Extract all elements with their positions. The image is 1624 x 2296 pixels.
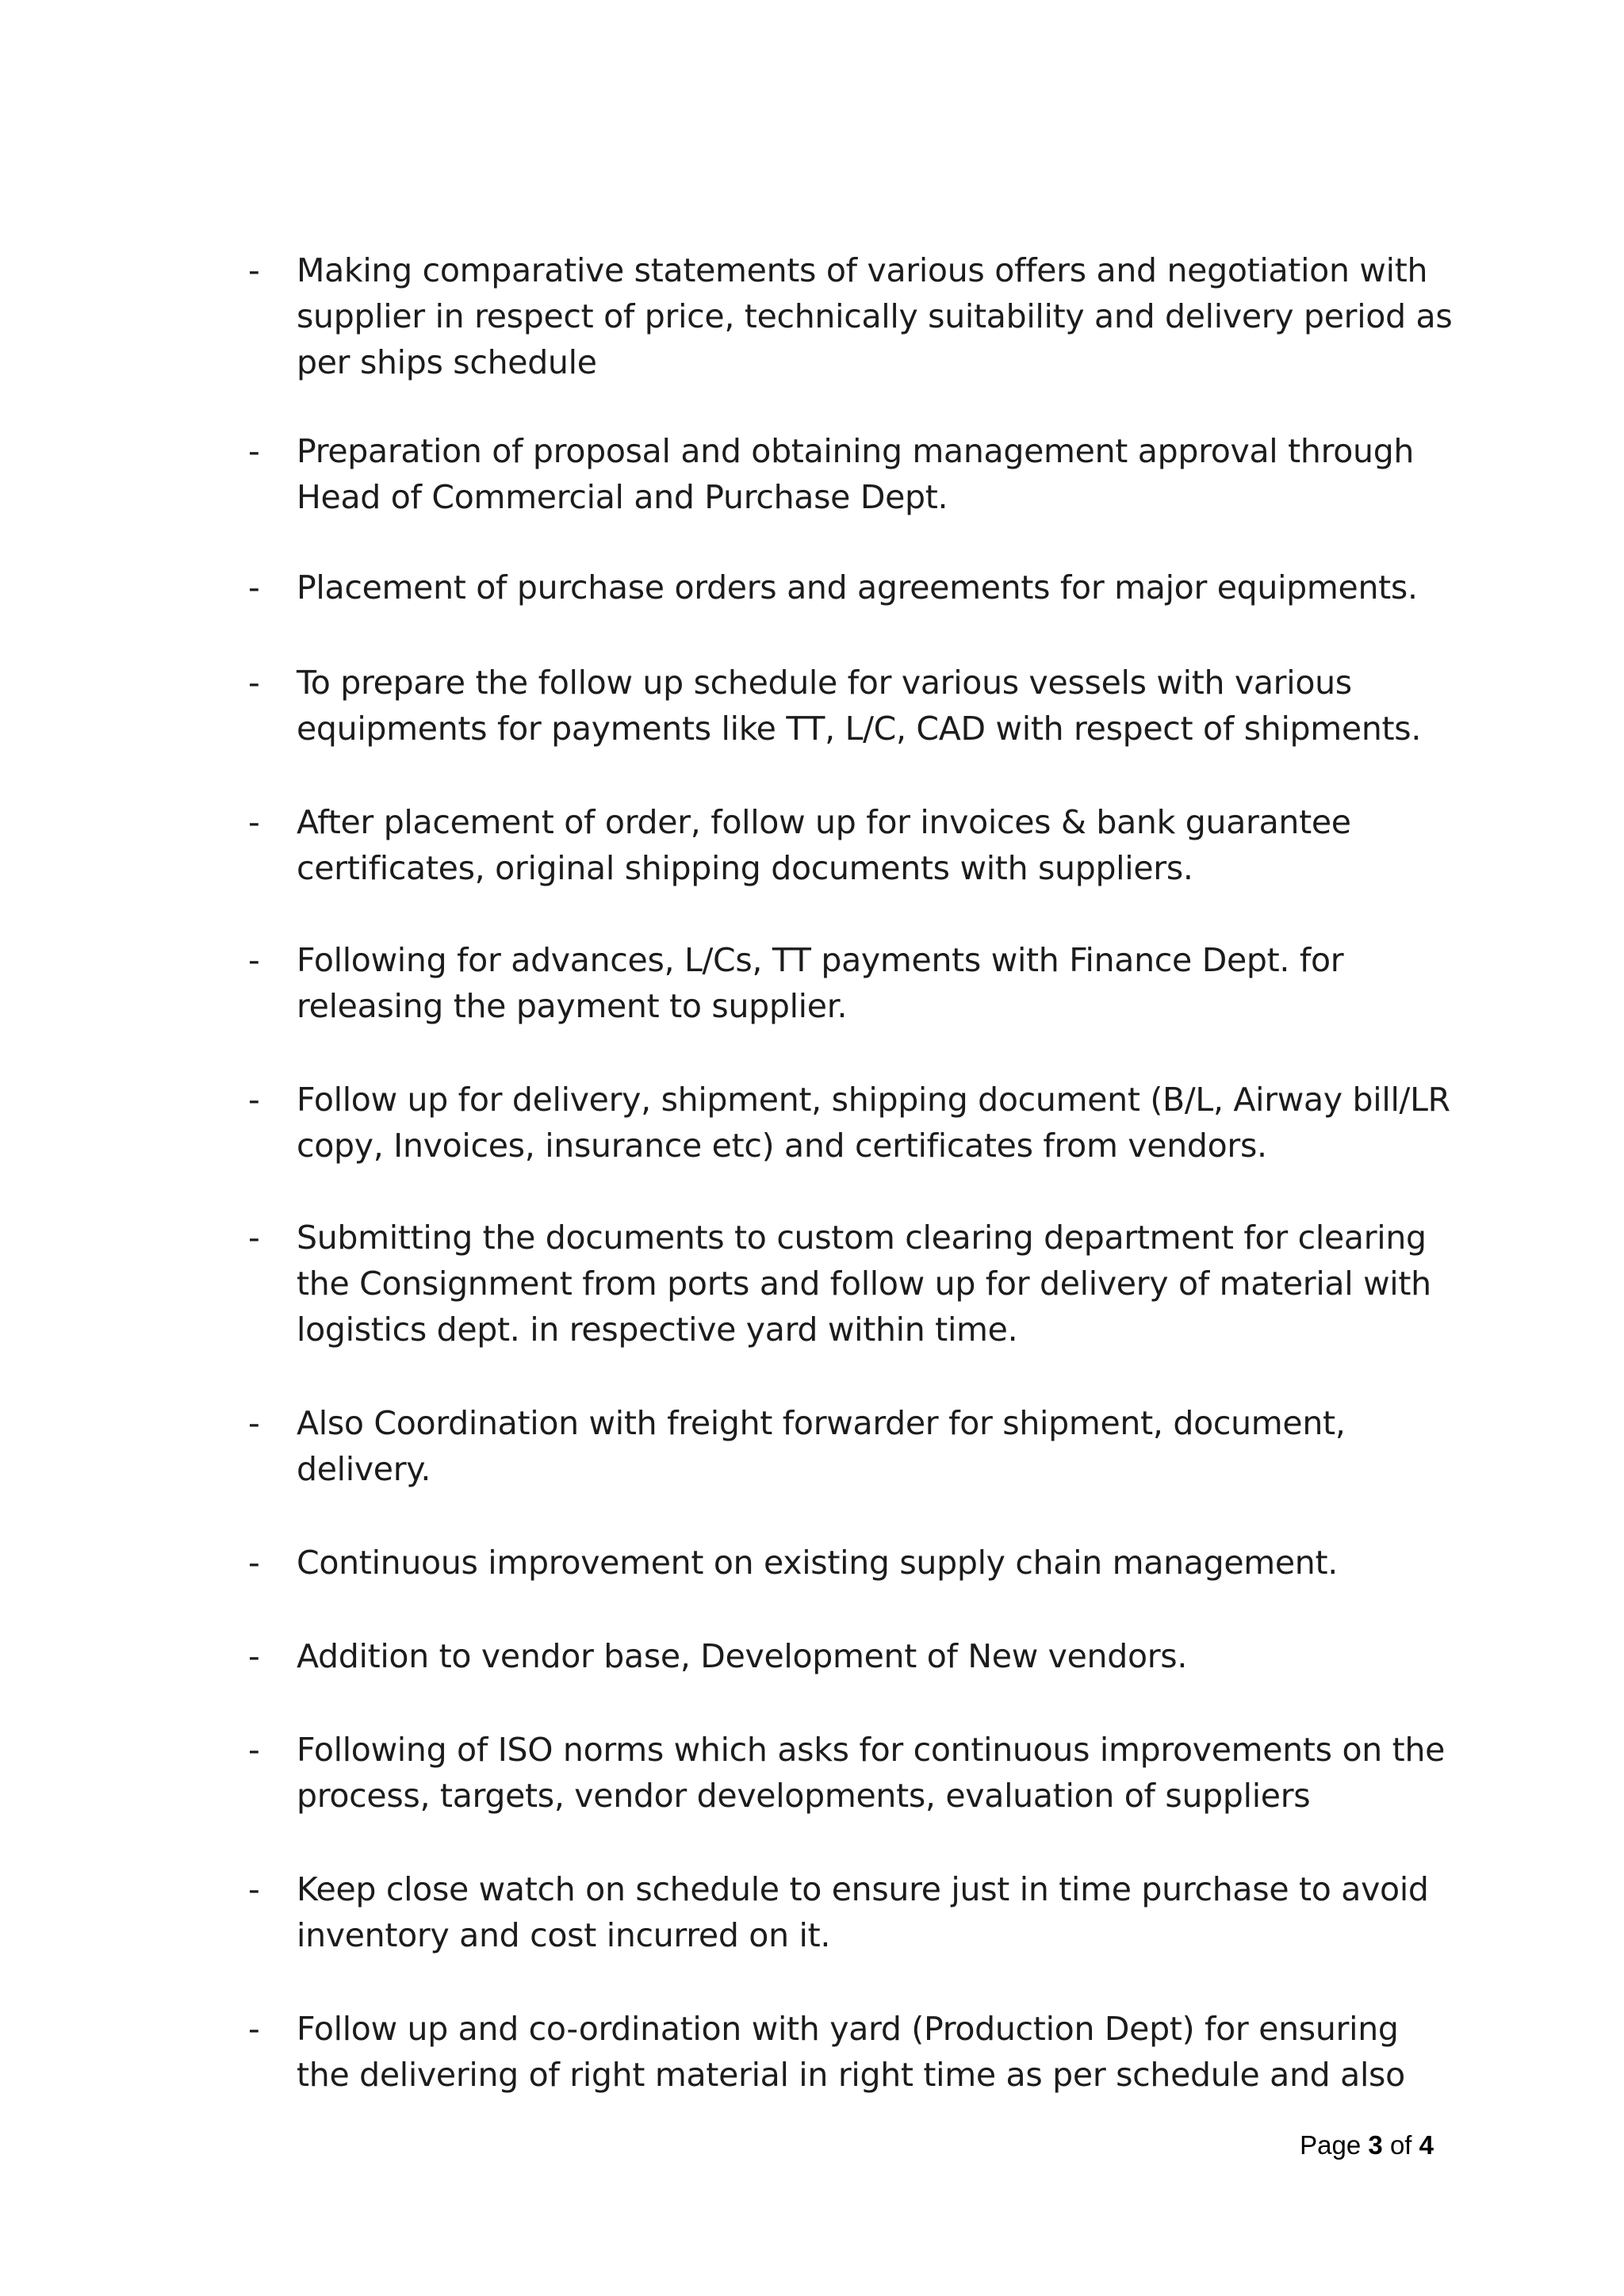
bullet-marker: -: [248, 1404, 260, 1442]
bullet-marker: -: [248, 432, 260, 470]
bullet-marker: -: [248, 803, 260, 841]
bullet-marker: -: [248, 664, 260, 702]
bullet-marker: -: [248, 1544, 260, 1582]
bullet-marker: -: [248, 941, 260, 979]
bullet-marker: -: [248, 1870, 260, 1908]
list-item-text: Continuous improvement on existing supply chain management.: [297, 1544, 1338, 1582]
bullet-marker: -: [248, 1637, 260, 1675]
list-item-text: Keep close watch on schedule to ensure just in time purchase to avoid inventory and cost incurred on it.: [297, 1870, 1429, 1954]
list-item-text: Making comparative statements of various offers and negotiation with supplier in respect of price, technically suitability and delivery period as per ships schedule: [297, 251, 1453, 381]
page-separator: of: [1382, 2130, 1419, 2160]
bullet-marker: -: [248, 1081, 260, 1119]
bullet-marker: -: [248, 1219, 260, 1257]
bullet-marker: -: [248, 251, 260, 289]
list-item-text: Preparation of proposal and obtaining management approval through Head of Commercial and Purchase Dept.: [297, 432, 1415, 516]
list-item-text: Addition to vendor base, Development of New vendors.: [297, 1637, 1188, 1675]
list-item-text: Follow up and co-ordination with yard (Production Dept) for ensuring the delivering of right material in right time as per schedule and also: [297, 2010, 1405, 2094]
list-item-text: Also Coordination with freight forwarder for shipment, document, delivery.: [297, 1404, 1346, 1488]
page-label: Page: [1300, 2130, 1369, 2160]
page-number: [1300, 2130, 1434, 2161]
bullet-marker: -: [248, 568, 260, 607]
list-item-text: Following for advances, L/Cs, TT payments with Finance Dept. for releasing the payment to supplier.: [297, 941, 1344, 1025]
bullet-marker: -: [248, 1731, 260, 1769]
total-pages-number: 4: [1419, 2130, 1434, 2160]
list-item-text: Placement of purchase orders and agreements for major equipments.: [297, 568, 1418, 607]
list-item-text: Following of ISO norms which asks for continuous improvements on the process, targets, vendor developments, evaluation of suppliers: [297, 1731, 1446, 1815]
current-page-number: 3: [1368, 2130, 1383, 2160]
list-item-text: Submitting the documents to custom clearing department for clearing the Consignment from ports and follow up for delivery of material with logistics dept. in respective yard within time.: [297, 1219, 1431, 1349]
list-item-text: Follow up for delivery, shipment, shipping document (B/L, Airway bill/LR copy, Invoices, insurance etc) and certificates from vendors.: [297, 1081, 1450, 1165]
list-item-text: After placement of order, follow up for invoices & bank guarantee certificates, original shipping documents with suppliers.: [297, 803, 1351, 887]
bullet-marker: -: [248, 2010, 260, 2048]
list-item-text: To prepare the follow up schedule for various vessels with various equipments for payments like TT, L/C, CAD with respect of shipments.: [297, 664, 1422, 748]
